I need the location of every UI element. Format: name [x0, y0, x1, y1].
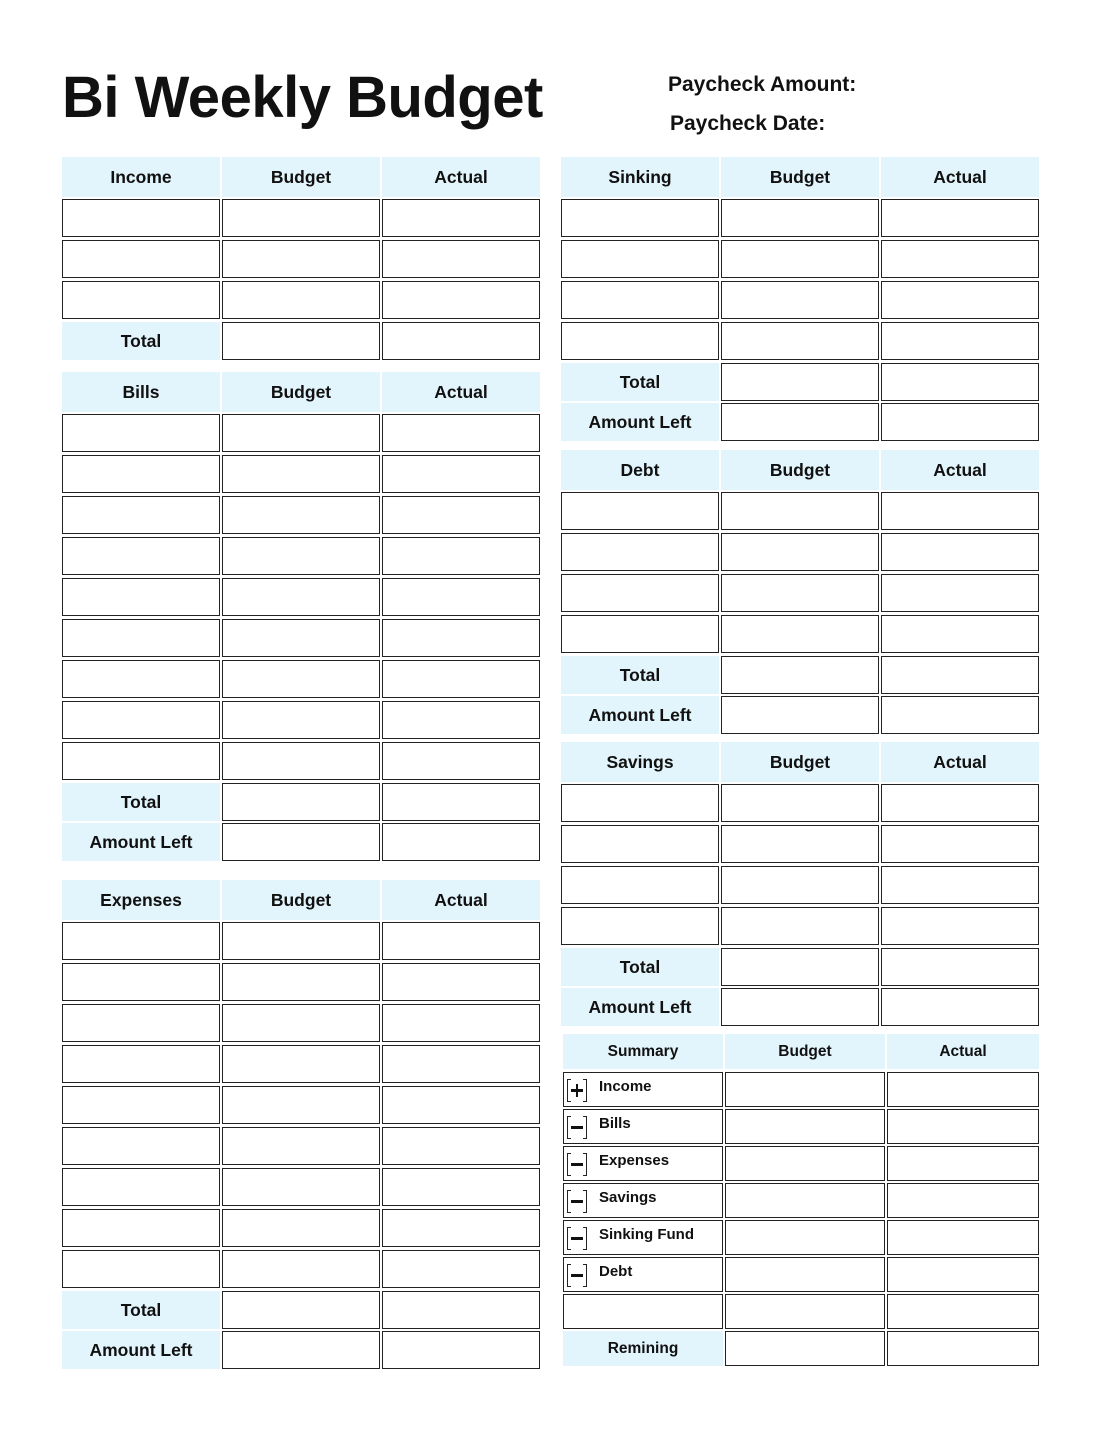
- income-header-title: Income: [62, 157, 220, 197]
- summary-item-6-actual[interactable]: [887, 1257, 1039, 1292]
- bills-row-8-actual[interactable]: [382, 701, 540, 739]
- debt-amount-left-label: Amount Left: [561, 696, 719, 734]
- summary-header-budget: Budget: [725, 1034, 885, 1069]
- sinking-total-budget[interactable]: [721, 363, 879, 401]
- bills-row-3-budget[interactable]: [222, 496, 380, 534]
- expenses-row-6-budget[interactable]: [222, 1127, 380, 1165]
- summary-blank-actual[interactable]: [887, 1294, 1039, 1329]
- bills-row-3-actual[interactable]: [382, 496, 540, 534]
- bills-row-4-budget[interactable]: [222, 537, 380, 575]
- bills-row-9-budget[interactable]: [222, 742, 380, 780]
- minus-box-icon: [567, 1190, 587, 1213]
- debt-row-1-actual[interactable]: [881, 492, 1039, 530]
- bills-row-8-name[interactable]: [62, 701, 220, 739]
- debt-amount-left-budget[interactable]: [721, 696, 879, 734]
- sinking-amount-left-actual[interactable]: [881, 403, 1039, 441]
- bills-row-9-name[interactable]: [62, 742, 220, 780]
- expenses-row-8-budget[interactable]: [222, 1209, 380, 1247]
- sinking-header-actual: Actual: [881, 157, 1039, 197]
- expenses-row-1-actual[interactable]: [382, 922, 540, 960]
- expenses-row-7-name[interactable]: [62, 1168, 220, 1206]
- sinking-row-2-budget[interactable]: [721, 240, 879, 278]
- bills-row-1-budget[interactable]: [222, 414, 380, 452]
- sinking-row-4-name[interactable]: [561, 322, 719, 360]
- summary-item-savings: [563, 1183, 723, 1218]
- bills-row-5-actual[interactable]: [382, 578, 540, 616]
- bills-row-6-name[interactable]: [62, 619, 220, 657]
- savings-total-label: Total: [561, 948, 719, 986]
- expenses-row-8-actual[interactable]: [382, 1209, 540, 1247]
- bills-row-2-name[interactable]: [62, 455, 220, 493]
- summary-item-bills: [563, 1109, 723, 1144]
- summary-item-label: Savings: [599, 1189, 657, 1206]
- sinking-amount-left-label: Amount Left: [561, 403, 719, 441]
- savings-row-3-budget[interactable]: [721, 866, 879, 904]
- savings-row-2-actual[interactable]: [881, 825, 1039, 863]
- income-header-budget: Budget: [222, 157, 380, 197]
- bills-amount-left-label: Amount Left: [62, 823, 220, 861]
- bills-row-5-name[interactable]: [62, 578, 220, 616]
- expenses-row-3-actual[interactable]: [382, 1004, 540, 1042]
- income-row-2-name[interactable]: [62, 240, 220, 278]
- income-row-1-actual[interactable]: [382, 199, 540, 237]
- summary-header-title: Summary: [563, 1034, 723, 1069]
- summary-remaining-budget[interactable]: [725, 1331, 885, 1366]
- savings-row-1-budget[interactable]: [721, 784, 879, 822]
- bills-row-3-name[interactable]: [62, 496, 220, 534]
- debt-row-3-actual[interactable]: [881, 574, 1039, 612]
- summary-item-3-budget[interactable]: [725, 1146, 885, 1181]
- bills-amount-left-actual[interactable]: [382, 823, 540, 861]
- sinking-row-1-budget[interactable]: [721, 199, 879, 237]
- summary-item-2-actual[interactable]: [887, 1109, 1039, 1144]
- debt-total-actual[interactable]: [881, 656, 1039, 694]
- debt-row-2-name[interactable]: [561, 533, 719, 571]
- expenses-row-5-actual[interactable]: [382, 1086, 540, 1124]
- savings-row-1-name[interactable]: [561, 784, 719, 822]
- bills-amount-left-budget[interactable]: [222, 823, 380, 861]
- plus-box-icon: [567, 1079, 587, 1102]
- expenses-row-3-budget[interactable]: [222, 1004, 380, 1042]
- debt-row-1-budget[interactable]: [721, 492, 879, 530]
- expenses-total-actual[interactable]: [382, 1291, 540, 1329]
- expenses-row-2-name[interactable]: [62, 963, 220, 1001]
- income-row-1-name[interactable]: [62, 199, 220, 237]
- savings-row-4-budget[interactable]: [721, 907, 879, 945]
- expenses-amount-left-actual[interactable]: [382, 1331, 540, 1369]
- sinking-row-4-actual[interactable]: [881, 322, 1039, 360]
- bills-row-9-actual[interactable]: [382, 742, 540, 780]
- summary-remaining-label: Remining: [563, 1331, 723, 1366]
- summary-item-4-budget[interactable]: [725, 1183, 885, 1218]
- paycheck-amount-label: Paycheck Amount:: [668, 73, 857, 96]
- savings-total-budget[interactable]: [721, 948, 879, 986]
- minus-box-icon: [567, 1116, 587, 1139]
- bills-row-7-name[interactable]: [62, 660, 220, 698]
- bills-row-2-budget[interactable]: [222, 455, 380, 493]
- minus-box-icon: [567, 1153, 587, 1176]
- summary-item-4-actual[interactable]: [887, 1183, 1039, 1218]
- sinking-row-1-name[interactable]: [561, 199, 719, 237]
- bills-row-7-actual[interactable]: [382, 660, 540, 698]
- income-total-actual[interactable]: [382, 322, 540, 360]
- savings-header-actual: Actual: [881, 742, 1039, 782]
- summary-item-label: Income: [599, 1078, 652, 1095]
- summary-item-label: Bills: [599, 1115, 631, 1132]
- savings-header-title: Savings: [561, 742, 719, 782]
- expenses-row-9-budget[interactable]: [222, 1250, 380, 1288]
- sinking-total-label: Total: [561, 363, 719, 401]
- paycheck-date-label: Paycheck Date:: [670, 112, 826, 135]
- summary-remaining-actual[interactable]: [887, 1331, 1039, 1366]
- summary-item-5-budget[interactable]: [725, 1220, 885, 1255]
- expenses-row-1-name[interactable]: [62, 922, 220, 960]
- income-total-budget[interactable]: [222, 322, 380, 360]
- bills-row-5-budget[interactable]: [222, 578, 380, 616]
- debt-row-3-name[interactable]: [561, 574, 719, 612]
- bills-row-2-actual[interactable]: [382, 455, 540, 493]
- savings-row-2-budget[interactable]: [721, 825, 879, 863]
- expenses-header-title: Expenses: [62, 880, 220, 920]
- income-row-3-actual[interactable]: [382, 281, 540, 319]
- expenses-row-4-name[interactable]: [62, 1045, 220, 1083]
- sinking-header-budget: Budget: [721, 157, 879, 197]
- summary-item-6-budget[interactable]: [725, 1257, 885, 1292]
- summary-header-actual: Actual: [887, 1034, 1039, 1069]
- expenses-row-4-actual[interactable]: [382, 1045, 540, 1083]
- income-header-actual: Actual: [382, 157, 540, 197]
- debt-row-2-actual[interactable]: [881, 533, 1039, 571]
- sinking-row-3-budget[interactable]: [721, 281, 879, 319]
- summary-item-sinking-fund: [563, 1220, 723, 1255]
- savings-amount-left-actual[interactable]: [881, 988, 1039, 1026]
- sinking-row-1-actual[interactable]: [881, 199, 1039, 237]
- sinking-row-2-actual[interactable]: [881, 240, 1039, 278]
- savings-row-2-name[interactable]: [561, 825, 719, 863]
- bills-header-actual: Actual: [382, 372, 540, 412]
- expenses-row-2-budget[interactable]: [222, 963, 380, 1001]
- bills-header-title: Bills: [62, 372, 220, 412]
- savings-header-budget: Budget: [721, 742, 879, 782]
- bills-row-4-name[interactable]: [62, 537, 220, 575]
- sinking-amount-left-budget[interactable]: [721, 403, 879, 441]
- expenses-row-7-actual[interactable]: [382, 1168, 540, 1206]
- debt-row-1-name[interactable]: [561, 492, 719, 530]
- expenses-row-3-name[interactable]: [62, 1004, 220, 1042]
- expenses-header-actual: Actual: [382, 880, 540, 920]
- expenses-total-label: Total: [62, 1291, 220, 1329]
- expenses-amount-left-label: Amount Left: [62, 1331, 220, 1369]
- summary-item-expenses: [563, 1146, 723, 1181]
- expenses-row-9-actual[interactable]: [382, 1250, 540, 1288]
- summary-item-income: [563, 1072, 723, 1107]
- bills-row-7-budget[interactable]: [222, 660, 380, 698]
- summary-item-label: Debt: [599, 1263, 633, 1280]
- savings-amount-left-label: Amount Left: [561, 988, 719, 1026]
- summary-item-1-budget[interactable]: [725, 1072, 885, 1107]
- debt-header-title: Debt: [561, 450, 719, 490]
- expenses-row-5-budget[interactable]: [222, 1086, 380, 1124]
- bills-total-label: Total: [62, 783, 220, 821]
- savings-row-3-name[interactable]: [561, 866, 719, 904]
- debt-row-3-budget[interactable]: [721, 574, 879, 612]
- debt-row-4-budget[interactable]: [721, 615, 879, 653]
- savings-row-4-actual[interactable]: [881, 907, 1039, 945]
- debt-total-label: Total: [561, 656, 719, 694]
- bills-total-budget[interactable]: [222, 783, 380, 821]
- expenses-row-4-budget[interactable]: [222, 1045, 380, 1083]
- expenses-header-budget: Budget: [222, 880, 380, 920]
- bills-header-budget: Budget: [222, 372, 380, 412]
- debt-total-budget[interactable]: [721, 656, 879, 694]
- debt-row-2-budget[interactable]: [721, 533, 879, 571]
- sinking-row-3-actual[interactable]: [881, 281, 1039, 319]
- summary-blank-name[interactable]: [563, 1294, 723, 1329]
- sinking-row-3-name[interactable]: [561, 281, 719, 319]
- debt-amount-left-actual[interactable]: [881, 696, 1039, 734]
- expenses-row-7-budget[interactable]: [222, 1168, 380, 1206]
- expenses-row-9-name[interactable]: [62, 1250, 220, 1288]
- page-title: Bi Weekly Budget: [62, 65, 543, 130]
- bills-total-actual[interactable]: [382, 783, 540, 821]
- expenses-amount-left-budget[interactable]: [222, 1331, 380, 1369]
- expenses-row-2-actual[interactable]: [382, 963, 540, 1001]
- savings-row-4-name[interactable]: [561, 907, 719, 945]
- income-row-3-budget[interactable]: [222, 281, 380, 319]
- bills-row-8-budget[interactable]: [222, 701, 380, 739]
- summary-item-label: Sinking Fund: [599, 1226, 694, 1243]
- bills-row-1-actual[interactable]: [382, 414, 540, 452]
- summary-item-5-actual[interactable]: [887, 1220, 1039, 1255]
- debt-row-4-actual[interactable]: [881, 615, 1039, 653]
- bills-row-1-name[interactable]: [62, 414, 220, 452]
- savings-row-3-actual[interactable]: [881, 866, 1039, 904]
- sinking-total-actual[interactable]: [881, 363, 1039, 401]
- minus-box-icon: [567, 1227, 587, 1250]
- debt-row-4-name[interactable]: [561, 615, 719, 653]
- summary-item-debt: [563, 1257, 723, 1292]
- income-row-1-budget[interactable]: [222, 199, 380, 237]
- expenses-row-5-name[interactable]: [62, 1086, 220, 1124]
- sinking-row-4-budget[interactable]: [721, 322, 879, 360]
- income-row-2-budget[interactable]: [222, 240, 380, 278]
- expenses-row-6-actual[interactable]: [382, 1127, 540, 1165]
- savings-amount-left-budget[interactable]: [721, 988, 879, 1026]
- sinking-row-2-name[interactable]: [561, 240, 719, 278]
- sinking-header-title: Sinking: [561, 157, 719, 197]
- bills-row-6-actual[interactable]: [382, 619, 540, 657]
- summary-item-2-budget[interactable]: [725, 1109, 885, 1144]
- income-row-2-actual[interactable]: [382, 240, 540, 278]
- summary-blank-budget[interactable]: [725, 1294, 885, 1329]
- debt-header-budget: Budget: [721, 450, 879, 490]
- expenses-row-8-name[interactable]: [62, 1209, 220, 1247]
- income-total-label: Total: [62, 322, 220, 360]
- debt-header-actual: Actual: [881, 450, 1039, 490]
- expenses-row-6-name[interactable]: [62, 1127, 220, 1165]
- summary-item-1-actual[interactable]: [887, 1072, 1039, 1107]
- summary-item-3-actual[interactable]: [887, 1146, 1039, 1181]
- bills-row-6-budget[interactable]: [222, 619, 380, 657]
- income-row-3-name[interactable]: [62, 281, 220, 319]
- expenses-row-1-budget[interactable]: [222, 922, 380, 960]
- summary-item-label: Expenses: [599, 1152, 670, 1169]
- minus-box-icon: [567, 1264, 587, 1287]
- savings-total-actual[interactable]: [881, 948, 1039, 986]
- savings-row-1-actual[interactable]: [881, 784, 1039, 822]
- bills-row-4-actual[interactable]: [382, 537, 540, 575]
- expenses-total-budget[interactable]: [222, 1291, 380, 1329]
